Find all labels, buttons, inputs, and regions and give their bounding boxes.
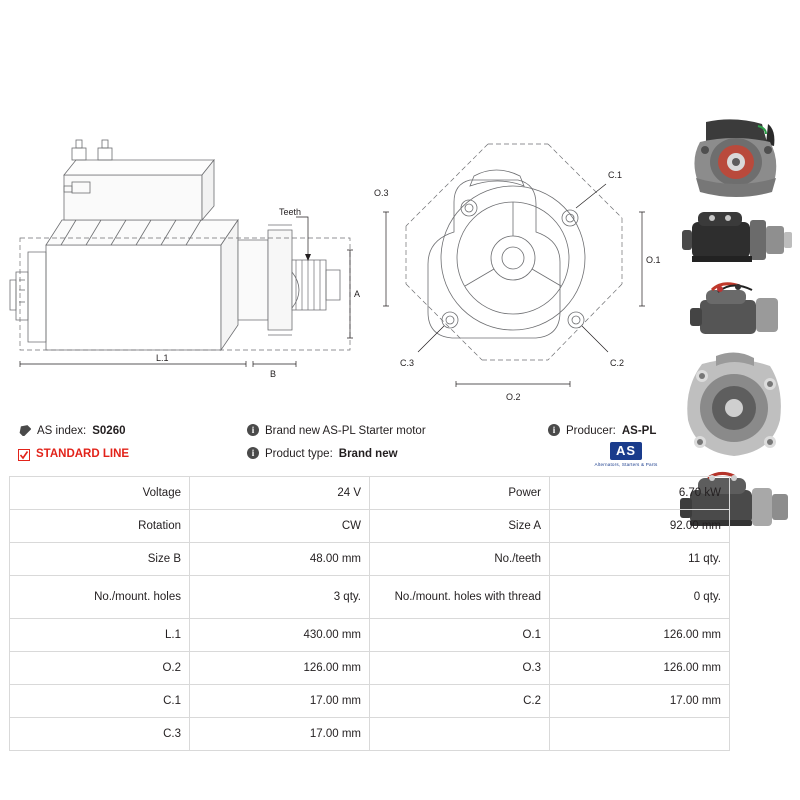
front-view-drawing	[370, 108, 670, 408]
spec-label: C.3	[10, 718, 190, 751]
tag-icon	[18, 424, 31, 436]
table-row	[10, 576, 730, 619]
spec-value: 3 qty.	[190, 576, 370, 619]
spec-value: 92.00 mm	[550, 510, 730, 543]
spec-label: C.2	[370, 685, 550, 718]
spec-value: 17.00 mm	[550, 685, 730, 718]
aspl-logo	[580, 442, 672, 467]
product-info-row	[0, 420, 800, 470]
spec-value-empty	[550, 718, 730, 751]
label-o3: O.3	[374, 188, 389, 198]
product-type-value: Brand new	[338, 448, 398, 460]
label-b: B	[270, 369, 277, 379]
table-row	[10, 510, 730, 543]
spec-value: 126.00 mm	[550, 652, 730, 685]
spec-value: 430.00 mm	[190, 619, 370, 652]
spec-label: L.1	[10, 619, 190, 652]
spec-label: Rotation	[10, 510, 190, 543]
table-row	[10, 652, 730, 685]
spec-label: No./teeth	[370, 543, 550, 576]
spec-label: No./mount. holes with thread	[370, 576, 550, 619]
check-icon	[18, 449, 30, 461]
spec-label: O.3	[370, 652, 550, 685]
product-type-line	[247, 446, 547, 463]
spec-label: Power	[370, 477, 550, 510]
info-icon: i	[548, 424, 560, 436]
spec-value: 48.00 mm	[190, 543, 370, 576]
info-icon: i	[247, 424, 259, 436]
info-col-index	[18, 423, 248, 463]
standard-line-label: STANDARD LINE	[36, 448, 130, 460]
table-row	[10, 543, 730, 576]
starter-motor-photo-wiring[interactable]	[672, 280, 798, 348]
label-o1: O.1	[646, 255, 661, 265]
as-index-line	[18, 423, 248, 440]
specification-table-body	[10, 477, 730, 751]
info-icon: i	[247, 447, 259, 459]
as-index-value: S0260	[92, 425, 126, 437]
spec-label: O.1	[370, 619, 550, 652]
spec-value: CW	[190, 510, 370, 543]
label-c3: C.3	[400, 358, 415, 368]
label-o2: O.2	[506, 392, 521, 402]
spec-value: 11 qty.	[550, 543, 730, 576]
specification-table	[9, 476, 730, 751]
starter-motor-photo-drive-end[interactable]	[672, 112, 798, 204]
aspl-logo-subtitle: Alternators, Starters & Parts	[594, 462, 658, 467]
description-line	[247, 423, 547, 440]
spec-label: C.1	[10, 685, 190, 718]
product-type-label: Product type:	[265, 448, 333, 460]
label-teeth: Teeth	[279, 207, 302, 217]
spec-label: Voltage	[10, 477, 190, 510]
label-a: A	[354, 289, 361, 299]
producer-line	[548, 423, 798, 440]
spec-value: 17.00 mm	[190, 685, 370, 718]
starter-motor-photo-side-black[interactable]	[672, 206, 798, 278]
as-index-label: AS index:	[37, 425, 87, 437]
table-row	[10, 619, 730, 652]
table-row	[10, 685, 730, 718]
spec-label: O.2	[10, 652, 190, 685]
spec-value: 17.00 mm	[190, 718, 370, 751]
label-c1: C.1	[608, 170, 623, 180]
producer-value: AS-PL	[621, 425, 657, 437]
spec-label: No./mount. holes	[10, 576, 190, 619]
side-view-drawing	[6, 120, 366, 390]
table-row	[10, 718, 730, 751]
spec-value: 0 qty.	[550, 576, 730, 619]
label-l1: L.1	[156, 353, 169, 363]
standard-line-badge	[18, 446, 248, 463]
spec-label-empty	[370, 718, 550, 751]
table-row	[10, 477, 730, 510]
aspl-logo-mark: AS	[610, 442, 642, 460]
spec-label: Size B	[10, 543, 190, 576]
spec-label: Size A	[370, 510, 550, 543]
spec-value: 126.00 mm	[190, 652, 370, 685]
spec-value: 126.00 mm	[550, 619, 730, 652]
info-col-description	[247, 423, 547, 469]
description-text: Brand new AS-PL Starter motor	[265, 425, 426, 437]
producer-label: Producer:	[566, 425, 616, 437]
label-c2: C.2	[610, 358, 625, 368]
spec-value: 6.70 kW	[550, 477, 730, 510]
spec-value: 24 V	[190, 477, 370, 510]
